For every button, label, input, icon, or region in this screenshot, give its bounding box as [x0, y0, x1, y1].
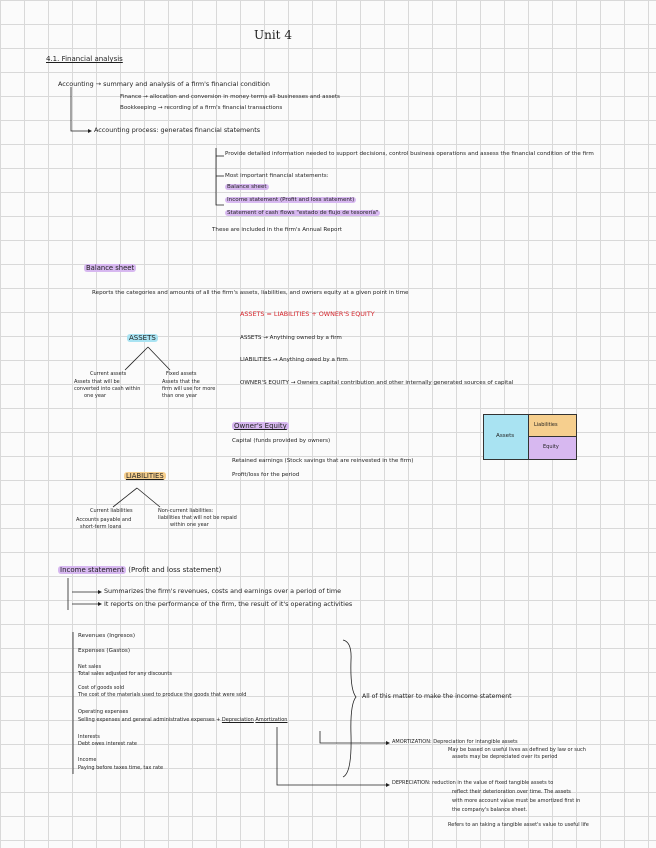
depreciation-note: the company's balance sheet. [452, 807, 528, 813]
bookkeeping-definition: Bookkeeping → recording of a firm's financial transactions [120, 105, 283, 111]
income-item-desc: Paying before taxes time, tax rate [78, 765, 164, 771]
fixed-assets-desc: than one year [162, 393, 197, 399]
fixed-assets-label: Fixed assets [166, 371, 197, 377]
most-important-label: Most important financial statements: [225, 173, 329, 179]
income-item-desc: Debt owes interest rate [78, 741, 137, 747]
diagram-liabilities-label: Liabilities [534, 422, 558, 428]
current-assets-desc: Assets that will be [74, 379, 120, 385]
income-summary-line: Summarizes the firm's revenues, costs and earnings over a period of time [104, 587, 342, 595]
income-performance-line: It reports on the performance of the firm, the result of it's operating activities [104, 600, 353, 608]
statement-item: Balance sheet [227, 184, 267, 190]
accounting-definition: Accounting → summary and analysis of a firm's financial condition [58, 80, 270, 88]
diagram-assets-box [483, 414, 529, 460]
current-assets-label: Current assets [90, 371, 127, 377]
diagram-equity-label: Equity [543, 444, 559, 450]
fixed-assets-desc: firm will use for more [162, 386, 216, 392]
equity-definition: OWNER'S EQUITY → Owners capital contribution and other internally generated sources of capital [240, 380, 514, 386]
income-item-label: Operating expenses [78, 709, 129, 715]
income-item-desc: The cost of the materials used to produce the goods that were sold [78, 692, 247, 698]
amortization-note: AMORTIZATION: Depreciation for intangible assets [392, 739, 518, 745]
assets-label: ASSETS [129, 334, 156, 342]
page-title: Unit 4 [254, 28, 292, 42]
provide-info-text: Provide detailed information needed to support decisions, control business operations and assess the financial condition of the firm [225, 151, 594, 157]
current-liabilities-desc: short-term loans [80, 524, 122, 530]
assets-definition: ASSETS → Anything owned by a firm [240, 335, 342, 341]
all-matter-note: All of this matter to make the income statement [362, 693, 512, 700]
liabilities-definition: LIABILITIES → Anything owed by a firm [240, 357, 348, 363]
depreciation-note: with more account value must be amortized first in [452, 798, 581, 804]
annual-report-note: These are included in the firm's Annual Report [212, 227, 342, 233]
amortization-note: assets may be depreciated over its period [452, 754, 558, 760]
statement-item: Statement of cash flows "estado de flujo de tesorería" [227, 210, 379, 216]
statement-item: Income statement (Profit and loss statement) [227, 197, 355, 203]
current-assets-desc: converted into cash within [74, 386, 141, 392]
equity-item: Capital (funds provided by owners) [232, 438, 331, 444]
income-item-label: Interests [78, 734, 100, 740]
noncurrent-liabilities-desc: liabilities that will not be repaid [158, 515, 237, 521]
depreciation-note: reflect their deterioration over time. The assets [452, 789, 571, 795]
equity-item: Retained earnings (Stock savings that are reinvested in the firm) [232, 458, 414, 464]
revenues-label: Revenues (Ingresos) [78, 633, 136, 639]
liabilities-label: LIABILITIES [126, 472, 164, 480]
depreciation-note: DEPRECIATION: reduction in the value of fixed tangible assets to [392, 780, 554, 786]
finance-definition: Finance → allocation and conversion in money terms all businesses and assets [120, 94, 340, 100]
diagram-equity-box [529, 437, 577, 460]
diagram-liabilities-box [529, 414, 577, 437]
noncurrent-liabilities-desc: within one year [170, 522, 209, 528]
amortization-note: May be based on useful lives as defined by law or such [448, 747, 586, 753]
income-item-label: Cost of goods sold [78, 685, 125, 691]
fixed-assets-desc: Assets that the [162, 379, 200, 385]
diagram-assets-label: Assets [496, 433, 515, 439]
income-item-label: Net sales [78, 664, 102, 670]
income-item-desc: Selling expenses and general administrative expenses + Depreciation Amortization [78, 717, 288, 723]
equity-item: Profit/loss for the period [232, 472, 300, 478]
expenses-label: Expenses (Gastos) [78, 648, 131, 654]
income-statement-heading: Income statement (Profit and loss statement) [60, 566, 222, 574]
accounting-process: Accounting process: generates financial statements [94, 126, 261, 134]
noncurrent-liabilities-label: Non-current liabilities: [158, 508, 214, 514]
current-liabilities-label: Current liabilities [90, 508, 133, 514]
income-item-label: Income [78, 757, 97, 763]
owners-equity-heading: Owner's Equity [234, 422, 287, 430]
accounting-equation: ASSETS = LIABILITIES + OWNER'S EQUITY [240, 310, 375, 318]
balance-sheet-heading: Balance sheet [86, 264, 135, 272]
current-liabilities-desc: Accounts payable and [76, 517, 132, 523]
current-assets-desc: one year [84, 393, 107, 399]
depreciation-note: Refers to an taking a tangible asset's value to useful life [448, 822, 589, 828]
balance-sheet-intro: Reports the categories and amounts of all the firm's assets, liabilities, and owners equity at a given point in time [92, 290, 409, 296]
income-item-desc: Total sales adjusted for any discounts [78, 671, 172, 677]
section-heading-financial-analysis: 4.1. Financial analysis [46, 55, 123, 63]
